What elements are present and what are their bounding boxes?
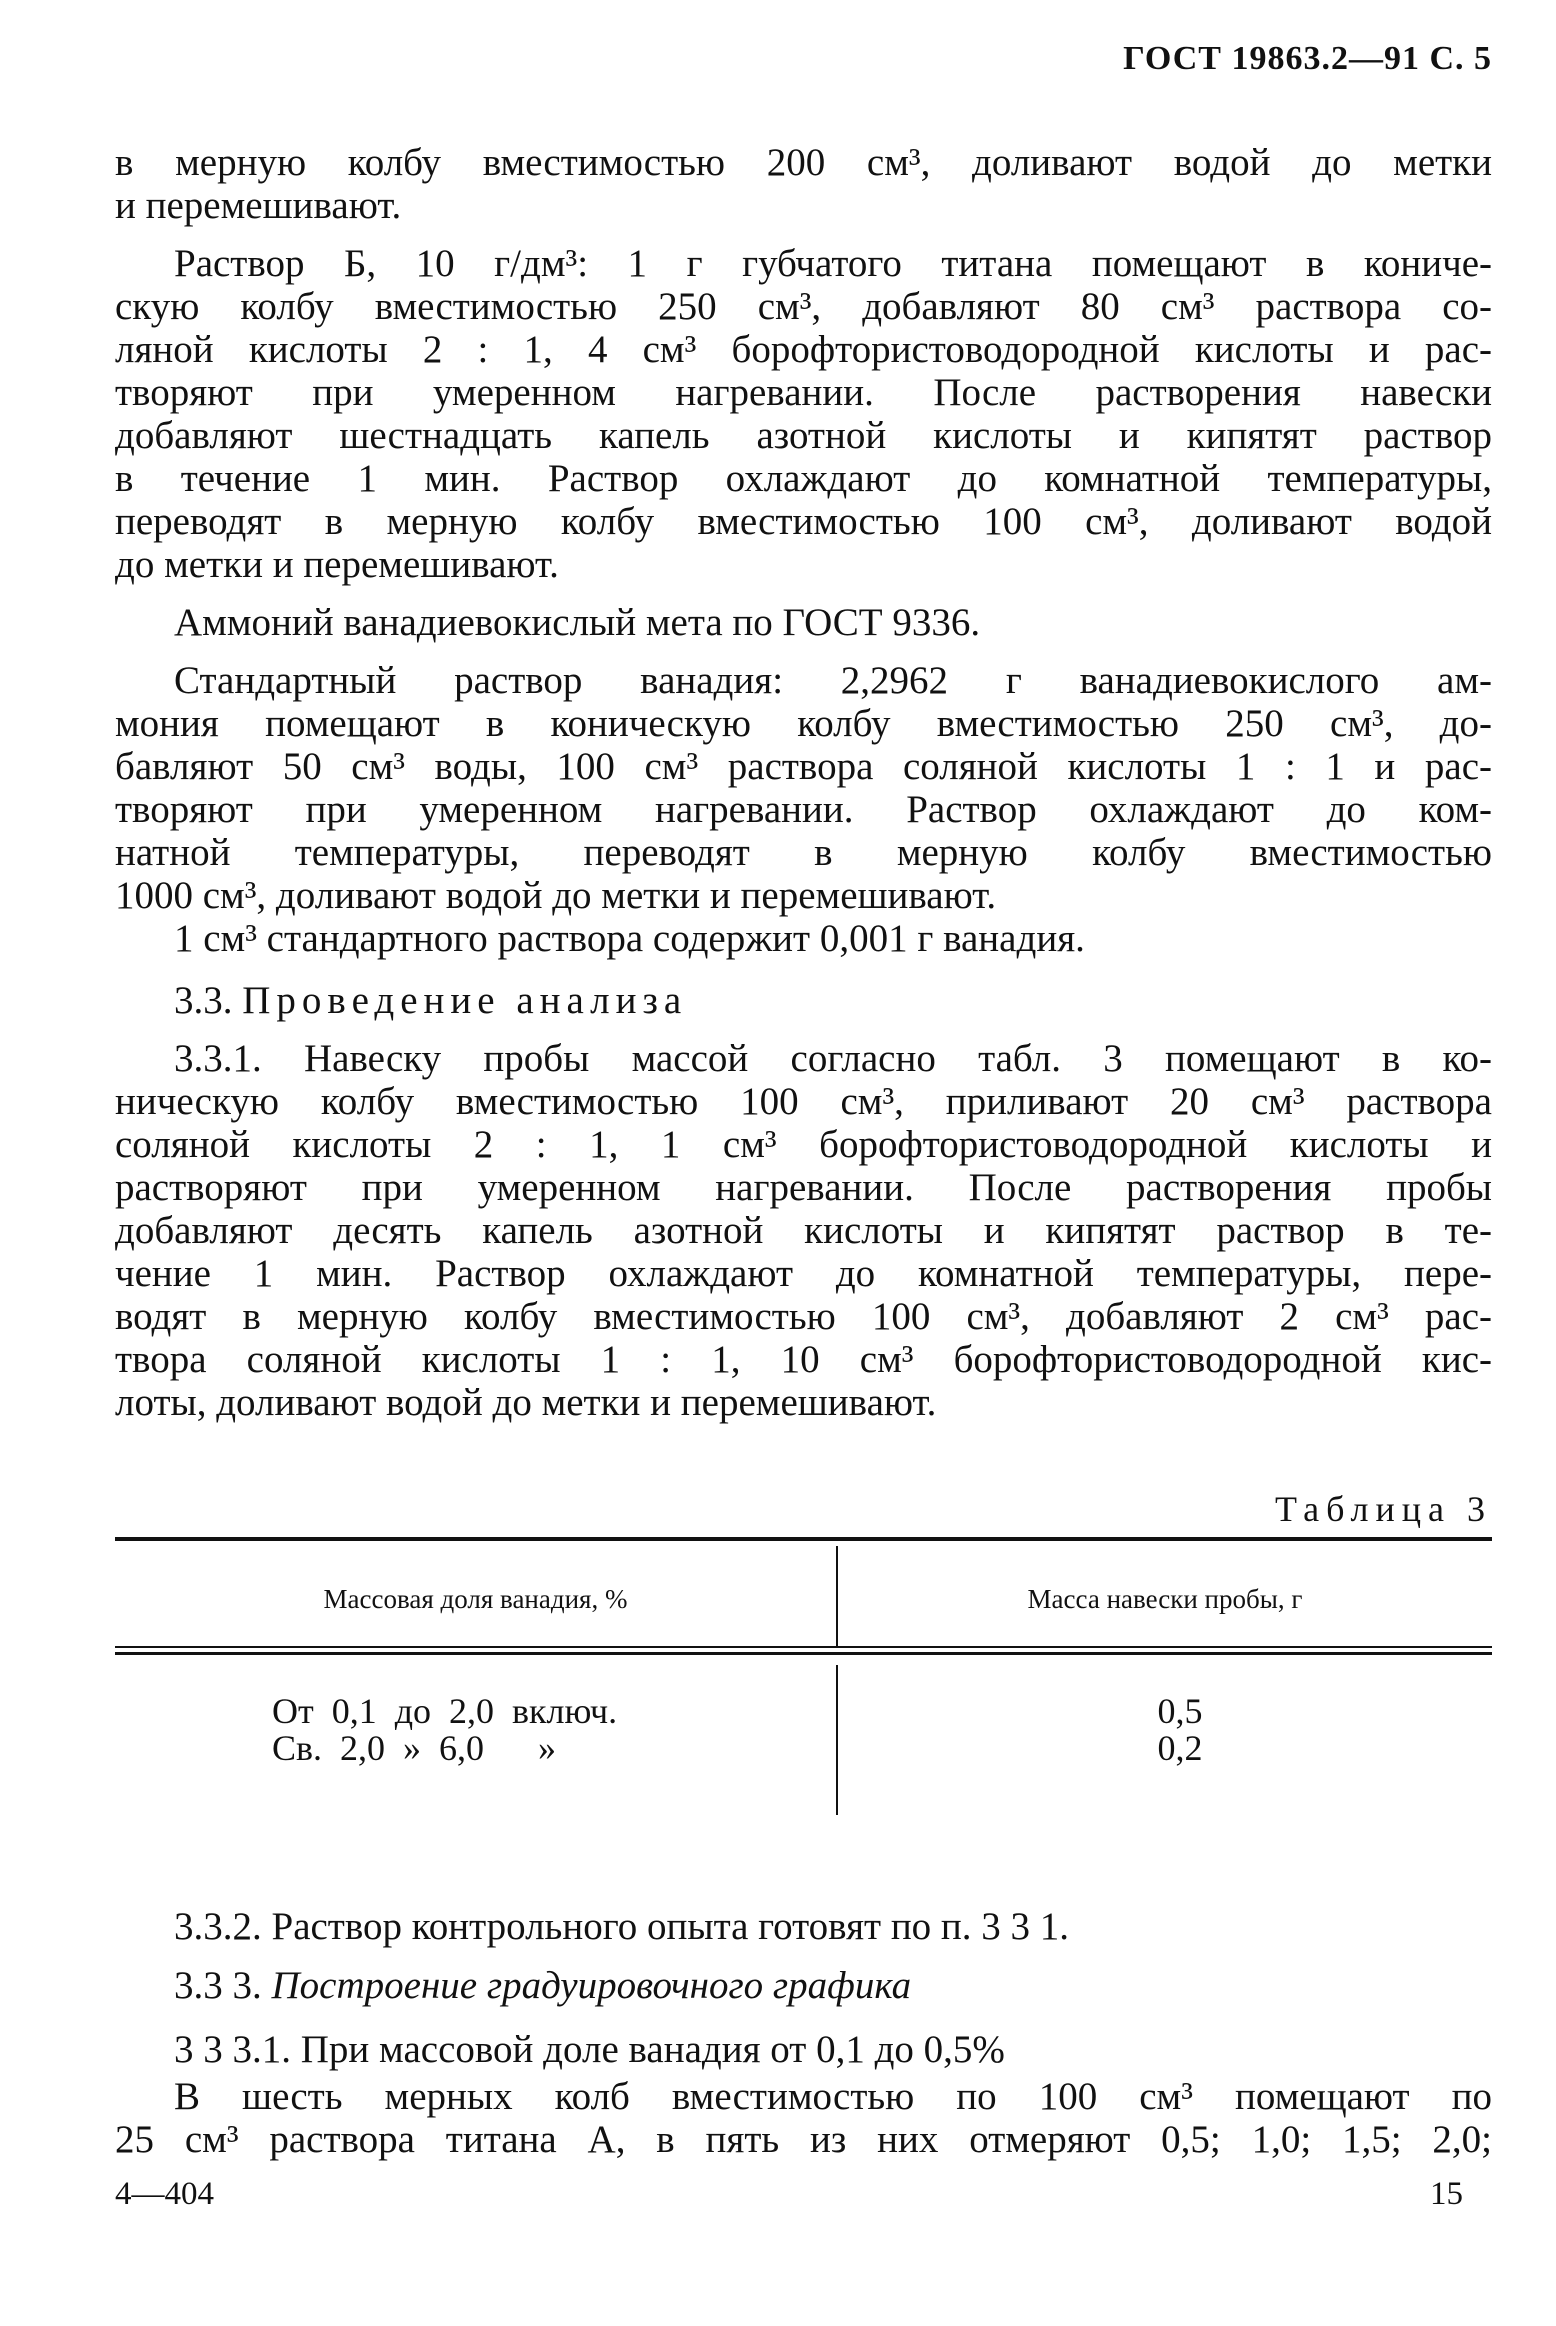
text-line: Аммоний ванадиевокислый мета по ГОСТ 9336. [174,601,981,644]
text-line: соляной кислоты 2 : 1, 1 см³ борофтористоводородной кислоты и [115,1123,1492,1166]
text-line: 1000 см³, доливают водой до метки и перемешивают. [115,874,997,917]
table-header-vanadium: Массовая доля ванадия, % [323,1584,628,1614]
text-line: Стандартный раствор ванадия: 2,2962 г ванадиевокислого ам- [174,659,1492,702]
text-line: и перемешивают. [115,184,402,227]
text-line: растворяют при умеренном нагревании. После растворения пробы [115,1166,1492,1209]
section-title: Построение градуировочного графика [271,1964,912,2007]
page-number: 15 [1430,2176,1463,2212]
text-line: добавляют десять капель азотной кислоты и кипятят раствор в те- [115,1209,1492,1252]
table-body-divider [836,1665,838,1815]
table-cell: 0,5 [1157,1691,1203,1731]
page-header: ГОСТ 19863.2—91 С. 5 [1123,40,1492,77]
text-line: 1 см³ стандартного раствора содержит 0,001 г ванадия. [174,917,1085,960]
text-line: творяют при умеренном нагревании. После растворения навески [115,371,1492,414]
text-line: в течение 1 мин. Раствор охлаждают до комнатной температуры, [115,457,1492,500]
text-line: чение 1 мин. Раствор охлаждают до комнатной температуры, пере- [115,1252,1492,1295]
document-body [115,141,1492,1439]
paragraph [115,601,1492,644]
section-3-3-3-heading [115,1964,1492,2007]
paragraph [115,141,1492,227]
text-line: 3.3.1. Навеску пробы массой согласно табл. 3 помещают в ко- [174,1037,1492,1080]
text-line: ническую колбу вместимостью 100 см³, приливают 20 см³ раствора [115,1080,1492,1123]
section-title: Проведение анализа [242,979,688,1022]
text-line: водят в мерную колбу вместимостью 100 см³, добавляют 2 см³ рас- [115,1295,1492,1338]
table-cell: От 0,1 до 2,0 включ. [272,1691,618,1731]
text-line: В шесть мерных колб вместимостью по 100 см³ помещают по [174,2075,1492,2118]
paragraph-3-3-2: 3.3.2. Раствор контрольного опыта готовят по п. 3 3 1. [174,1905,1070,1948]
text-line: лоты, доливают водой до метки и перемешивают. [115,1381,937,1424]
table-header-rule-1 [115,1646,1492,1648]
text-line: в мерную колбу вместимостью 200 см³, доливают водой до метки [115,141,1492,184]
paragraph [115,979,1492,1022]
text-line: творяют при умеренном нагревании. Раствор охлаждают до ком- [115,788,1492,831]
paragraph [115,1037,1492,1424]
section-number: 3.3. [174,979,233,1022]
table-header-mass: Масса навески пробы, г [1027,1584,1303,1614]
table-caption: Таблица 3 [1275,1489,1492,1529]
paragraph [115,917,1492,960]
text-line: переводят в мерную колбу вместимостью 100 см³, доливают водой [115,500,1492,543]
section-heading [115,979,1492,1022]
text-line: ляной кислоты 2 : 1, 4 см³ борофтористоводородной кислоты и рас- [115,328,1492,371]
text-line: добавляют шестнадцать капель азотной кислоты и кипятят раствор [115,414,1492,457]
table-cell: 0,2 [1157,1728,1203,1768]
paragraph [115,659,1492,917]
text-line: твора соляной кислоты 1 : 1, 10 см³ борофтористоводородной кис- [115,1338,1492,1381]
text-line: Раствор Б, 10 г/дм³: 1 г губчатого титана помещают в кониче- [174,242,1492,285]
table-top-rule [115,1537,1492,1541]
text-line: бавляют 50 см³ воды, 100 см³ раствора соляной кислоты 1 : 1 и рас- [115,745,1492,788]
text-line: до метки и перемешивают. [115,543,559,586]
text-line: скую колбу вместимостью 250 см³, добавляют 80 см³ раствора со- [115,285,1492,328]
paragraph [115,242,1492,586]
text-line: натной температуры, переводят в мерную колбу вместимостью [115,831,1492,874]
section-number: 3.3 3. [174,1964,262,2007]
text-line: мония помещают в коническую колбу вместимостью 250 см³, до- [115,702,1492,745]
table-header-rule-2 [115,1652,1492,1655]
table-cell: Св. 2,0 » 6,0 » [272,1728,557,1768]
text-line: 25 см³ раствора титана А, в пять из них отмеряют 0,5; 1,0; 1,5; 2,0; [115,2118,1492,2161]
paragraph-3-3-3-1: 3 3 3.1. При массовой доле ванадия от 0,1 до 0,5% [174,2028,1005,2071]
footer-code: 4—404 [115,2176,214,2212]
